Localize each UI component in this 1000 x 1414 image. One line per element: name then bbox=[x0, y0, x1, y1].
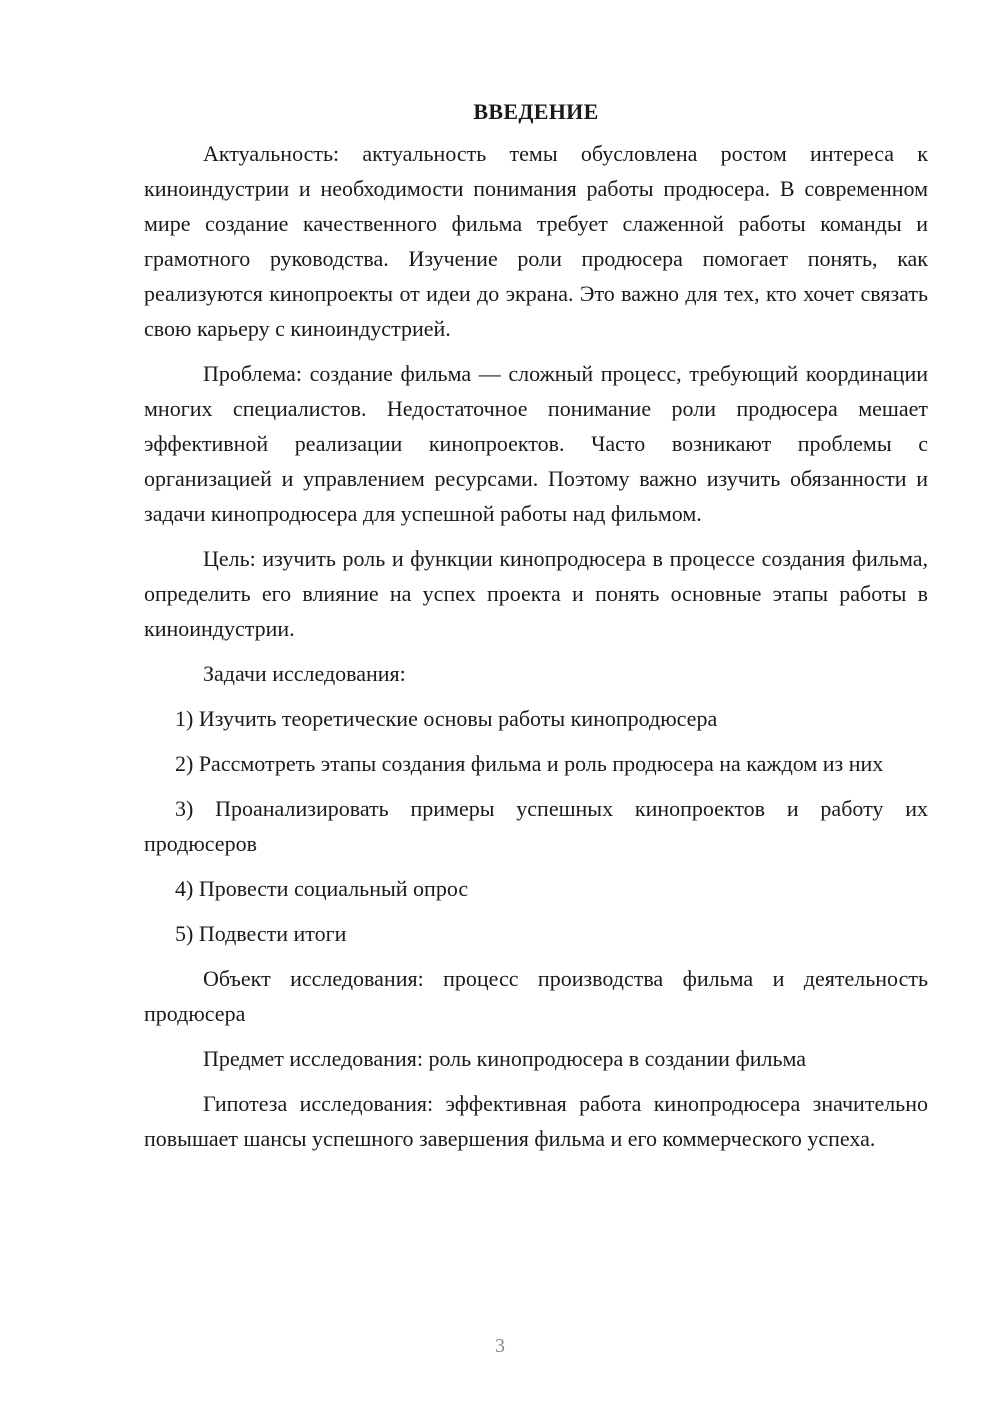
tasks-heading: Задачи исследования: bbox=[203, 661, 406, 686]
task-item-2: 2) Рассмотреть этапы создания фильма и роль продюсера на каждом из них bbox=[175, 751, 884, 776]
task-item-3: 3) Проанализировать примеры успешных кинопроектов и работу их продюсеров bbox=[144, 796, 928, 856]
task-item-1: 1) Изучить теоретические основы работы кинопродюсера bbox=[175, 706, 718, 731]
goal-paragraph: Цель: изучить роль и функции кинопродюсера в процессе создания фильма, определить его влияние на успех проекта и понять основные этапы работы в киноиндустрии. bbox=[144, 546, 928, 641]
task-item-4: 4) Провести социальный опрос bbox=[175, 876, 469, 901]
page-number: 3 bbox=[495, 1335, 505, 1357]
problem-paragraph: Проблема: создание фильма — сложный процесс, требующий координации многих специалистов. Недостаточное понимание роли продюсера мешает эффективной реализации кинопроектов. Часто возникают проблемы с организацией и управлением ресурсами. Поэтому важно изучить обязанности и задачи кинопродюсера для успешной работы над фильмом. bbox=[144, 361, 928, 526]
relevance-paragraph: Актуальность: актуальность темы обусловлена ростом интереса к киноиндустрии и необходимости понимания работы продюсера. В современном мире создание качественного фильма требует слаженной работы команды и грамотного руководства. Изучение роли продюсера помогает понять, как реализуются кинопроекты от идеи до экрана. Это важно для тех, кто хочет связать свою карьеру с киноиндустрией. bbox=[144, 141, 928, 341]
section-title: ВВЕДЕНИЕ bbox=[473, 99, 599, 124]
page-content bbox=[144, 94, 928, 1166]
research-object-paragraph: Объект исследования: процесс производства фильма и деятельность продюсера bbox=[144, 966, 928, 1026]
research-subject-paragraph: Предмет исследования: роль кинопродюсера в создании фильма bbox=[203, 1046, 807, 1071]
task-item-5: 5) Подвести итоги bbox=[175, 921, 347, 946]
hypothesis-paragraph: Гипотеза исследования: эффективная работа кинопродюсера значительно повышает шансы успешного завершения фильма и его коммерческого успеха. bbox=[144, 1091, 928, 1151]
